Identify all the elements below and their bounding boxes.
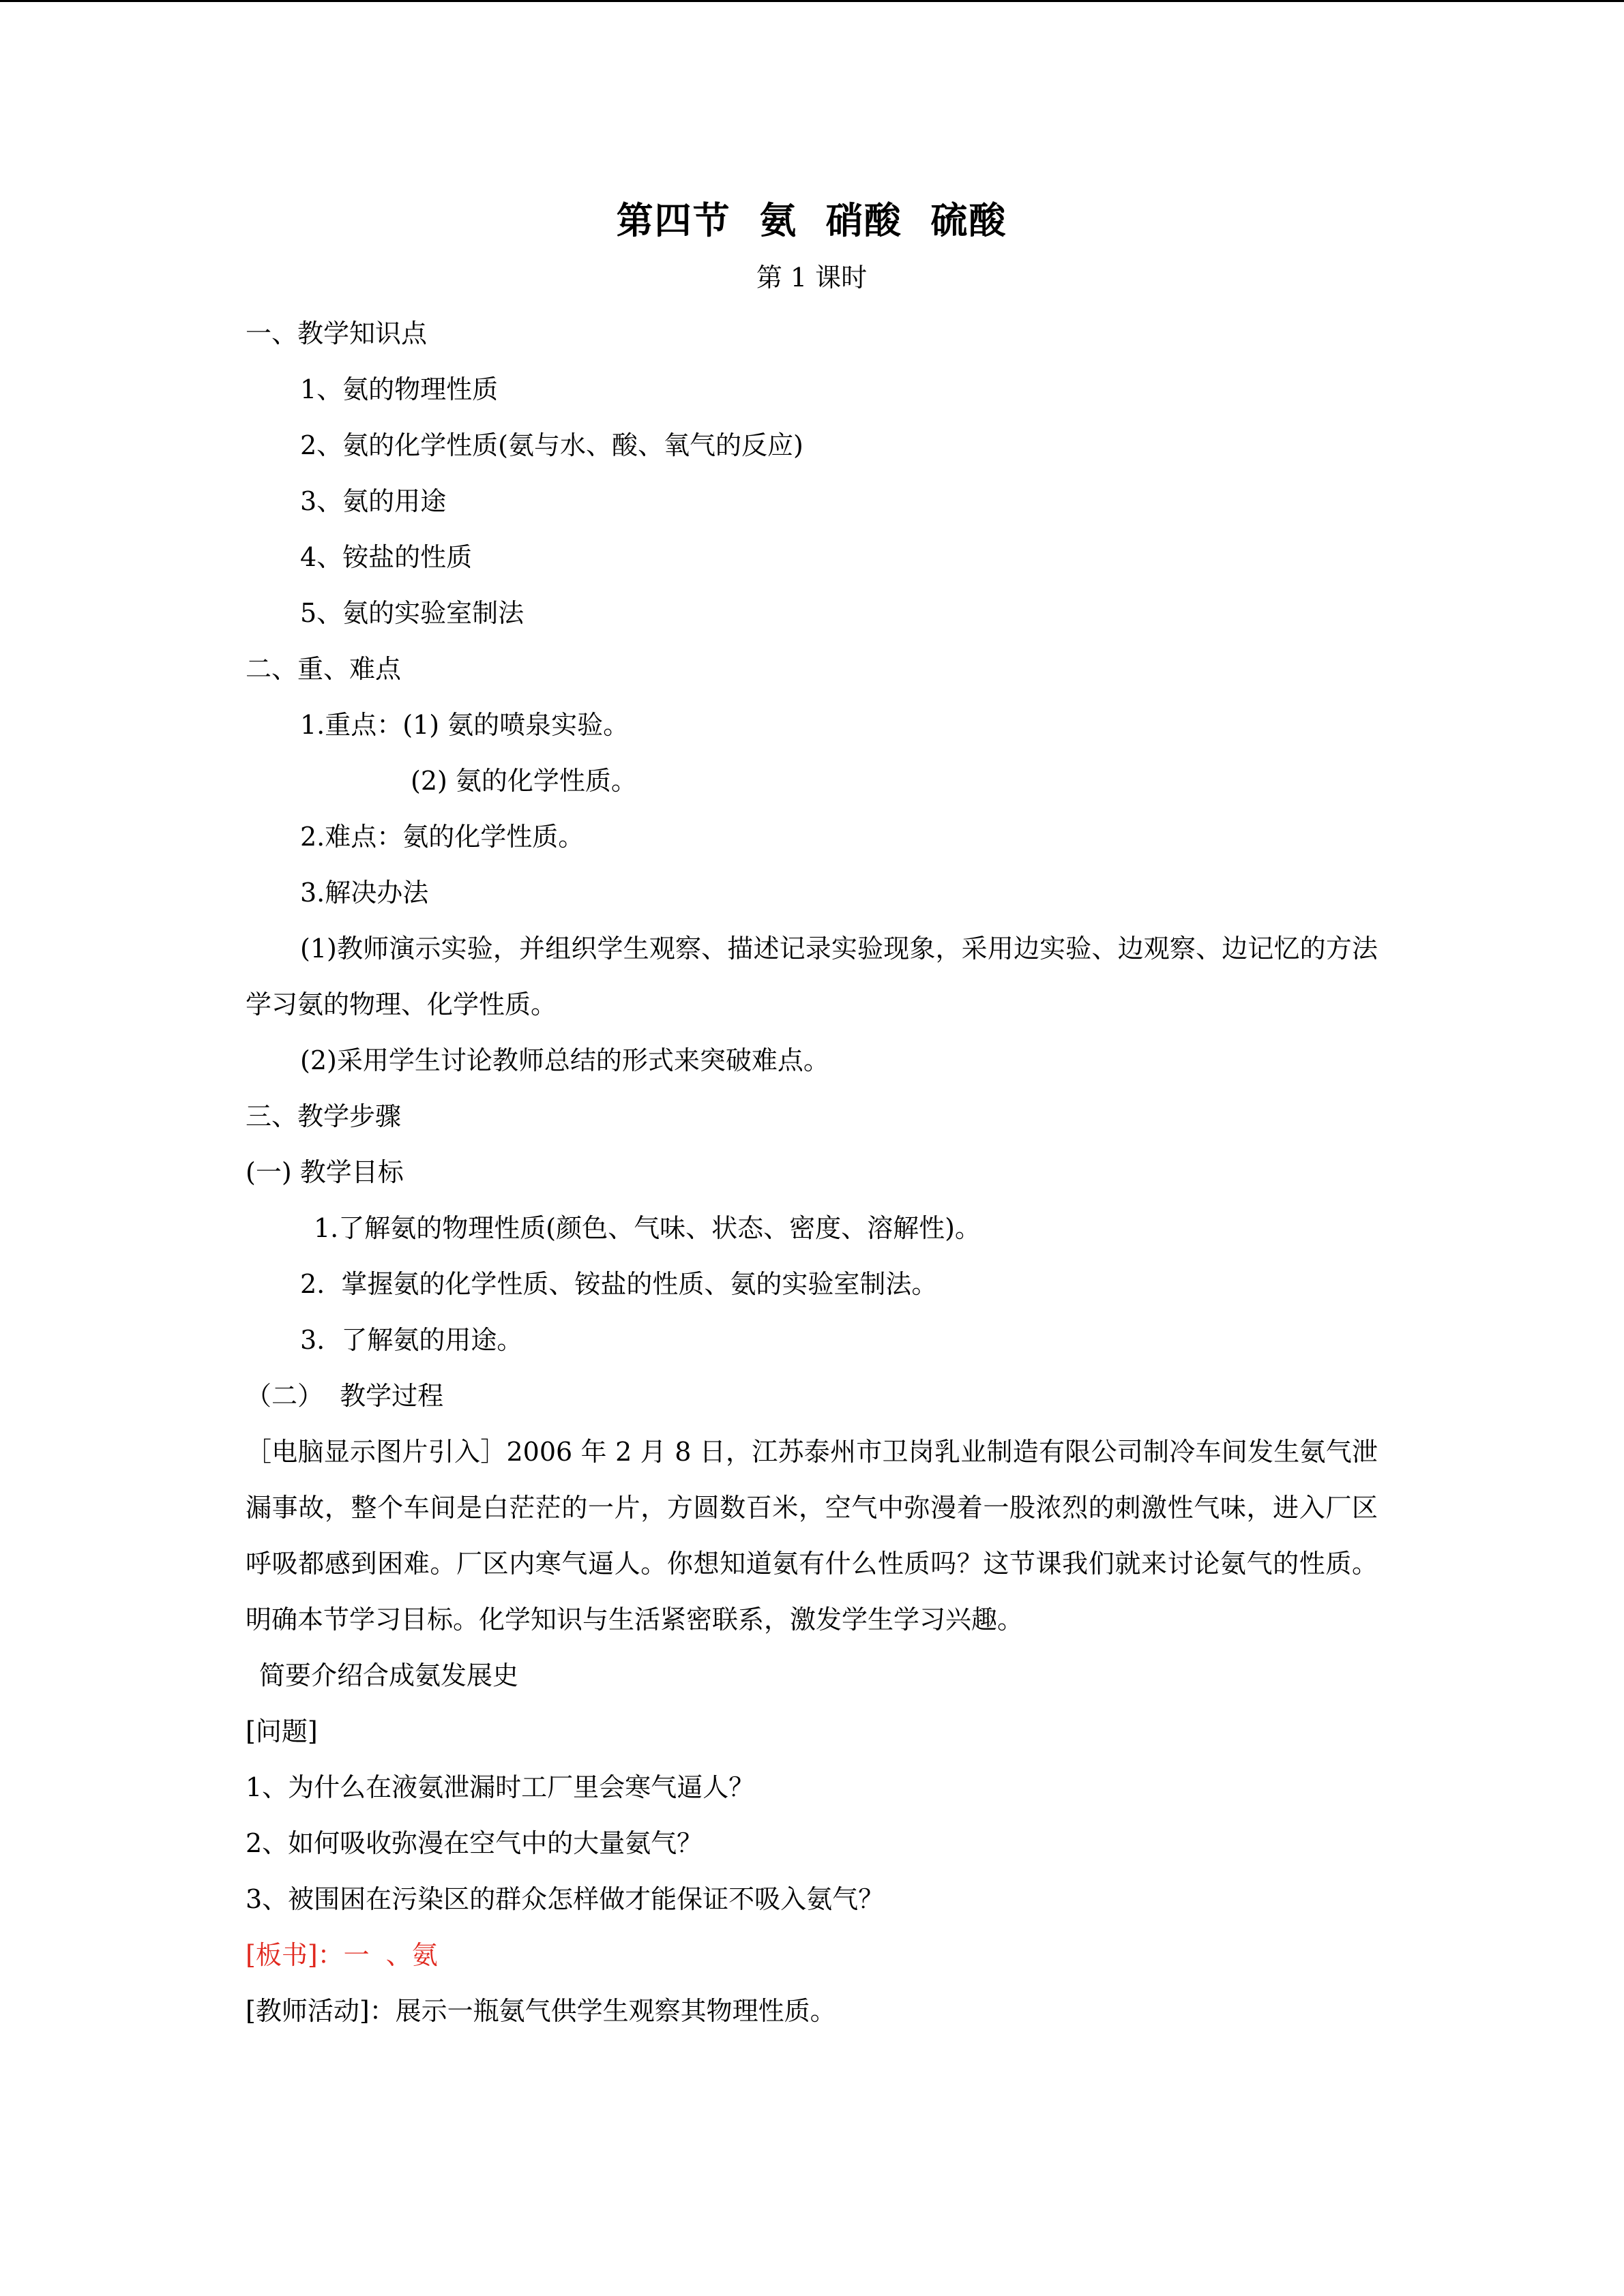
knowledge-item: 2、氨的化学性质(氨与水、酸、氧气的反应) bbox=[300, 430, 803, 460]
knowledge-item: 4、铵盐的性质 bbox=[300, 542, 473, 572]
question-label: [问题] bbox=[246, 1716, 318, 1746]
process-heading: （二） 教学过程 bbox=[246, 1381, 444, 1411]
knowledge-item: 5、氨的实验室制法 bbox=[300, 598, 525, 628]
knowledge-item: 3、氨的用途 bbox=[300, 486, 447, 516]
section-knowledge-heading: 一、教学知识点 bbox=[246, 318, 428, 348]
solution-heading: 3.解决办法 bbox=[300, 878, 429, 908]
goals-heading: (一) 教学目标 bbox=[246, 1157, 404, 1187]
section-keypoints-heading: 二、重、难点 bbox=[246, 654, 402, 684]
difficulty: 2.难点：氨的化学性质。 bbox=[300, 822, 585, 852]
intro-paragraph: ［电脑显示图片引入］2006 年 2 月 8 日，江苏泰州市卫岗乳业制造有限公司制冷车间发生氨气泄漏事故，整个车间是白茫茫的一片，方圆数百米，空气中弥漫着一股浓烈的刺激性气味，进入厂区呼吸都感到困难。厂区内寒气逼人。你想知道氨有什么性质吗？这节课我们就来讨论氨气的性质。明确本节学习目标。化学知识与生活紧密联系，激发学生学习兴趣。 bbox=[246, 1437, 1378, 1635]
question-item: 1、为什么在液氨泄漏时工厂里会寒气逼人？ bbox=[246, 1772, 755, 1802]
teacher-activity: [教师活动]：展示一瓶氨气供学生观察其物理性质。 bbox=[246, 1996, 836, 2026]
question-item: 3、被围困在污染区的群众怎样做才能保证不吸入氨气？ bbox=[246, 1884, 885, 1914]
knowledge-item: 1、氨的物理性质 bbox=[300, 374, 499, 404]
solution-method-1: (1)教师演示实验，并组织学生观察、描述记录实验现象，采用边实验、边观察、边记忆的方法学习氨的物理、化学性质。 bbox=[246, 934, 1378, 1019]
keypoint-1: 1.重点：(1) 氨的喷泉实验。 bbox=[300, 710, 630, 740]
keypoint-2: (2) 氨的化学性质。 bbox=[411, 766, 637, 796]
top-border-line bbox=[0, 0, 1624, 2]
goal-item: 3. 了解氨的用途。 bbox=[300, 1325, 523, 1355]
board-note: [板书]：一 、氨 bbox=[246, 1940, 438, 1970]
goal-item: 1.了解氨的物理性质(颜色、气味、状态、密度、溶解性)。 bbox=[314, 1213, 981, 1243]
section-steps-heading: 三、教学步骤 bbox=[246, 1101, 402, 1131]
history-note: 简要介绍合成氨发展史 bbox=[259, 1660, 519, 1690]
goal-item: 2. 掌握氨的化学性质、铵盐的性质、氨的实验室制法。 bbox=[300, 1269, 938, 1299]
document-page bbox=[246, 191, 1378, 2039]
solution-method-2: (2)采用学生讨论教师总结的形式来突破难点。 bbox=[300, 1045, 829, 1075]
lesson-period: 第 1 课时 bbox=[756, 263, 868, 293]
question-item: 2、如何吸收弥漫在空气中的大量氨气？ bbox=[246, 1828, 703, 1858]
page-title: 第四节 氨 硝酸 硫酸 bbox=[616, 198, 1007, 242]
